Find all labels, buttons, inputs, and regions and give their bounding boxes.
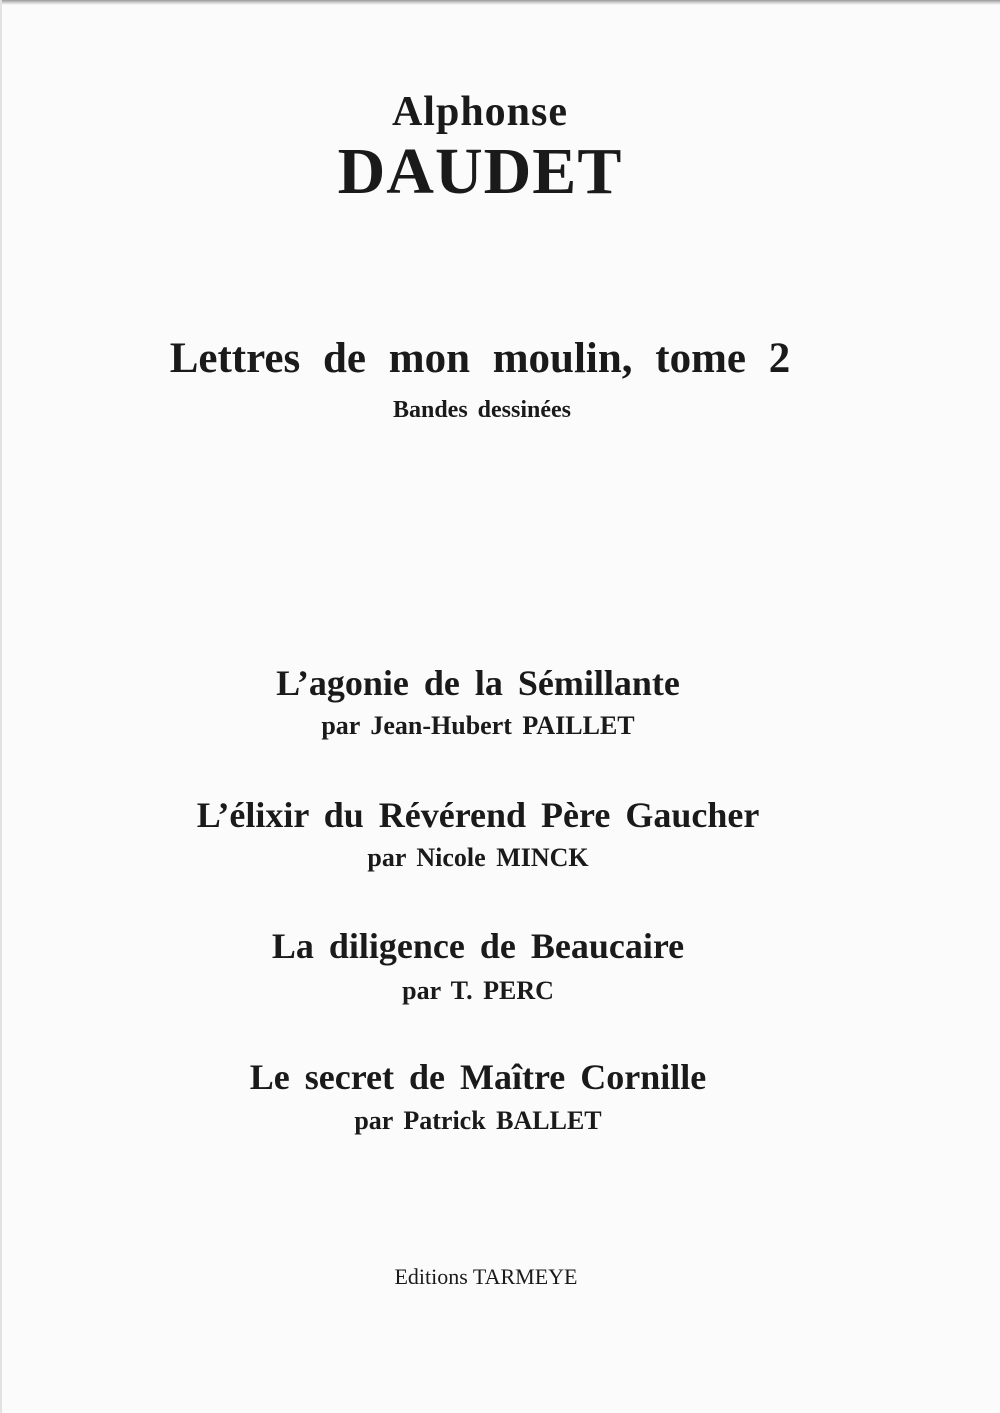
story-title: L’élixir du Révérend Père Gaucher xyxy=(196,795,760,835)
story-credit: par T. PERC xyxy=(402,976,554,1005)
scan-edge-left xyxy=(0,0,2,1413)
book-subtitle: Bandes dessinées xyxy=(392,397,572,423)
story-title: L’agonie de la Sémillante xyxy=(276,663,680,703)
publisher: Editions TARMEYE xyxy=(394,1264,578,1289)
scan-edge xyxy=(0,0,1000,5)
story-credit: par Nicole MINCK xyxy=(367,843,589,872)
story-credit: par Jean-Hubert PAILLET xyxy=(321,711,635,740)
story-credit: par Patrick BALLET xyxy=(354,1106,602,1135)
book-title: Lettres de mon moulin, tome 2 xyxy=(169,335,791,382)
story-title: Le secret de Maître Cornille xyxy=(249,1057,707,1097)
author-last-name: DAUDET xyxy=(337,135,623,208)
author-first-name: Alphonse xyxy=(391,89,569,135)
story-title: La diligence de Beaucaire xyxy=(271,926,685,966)
